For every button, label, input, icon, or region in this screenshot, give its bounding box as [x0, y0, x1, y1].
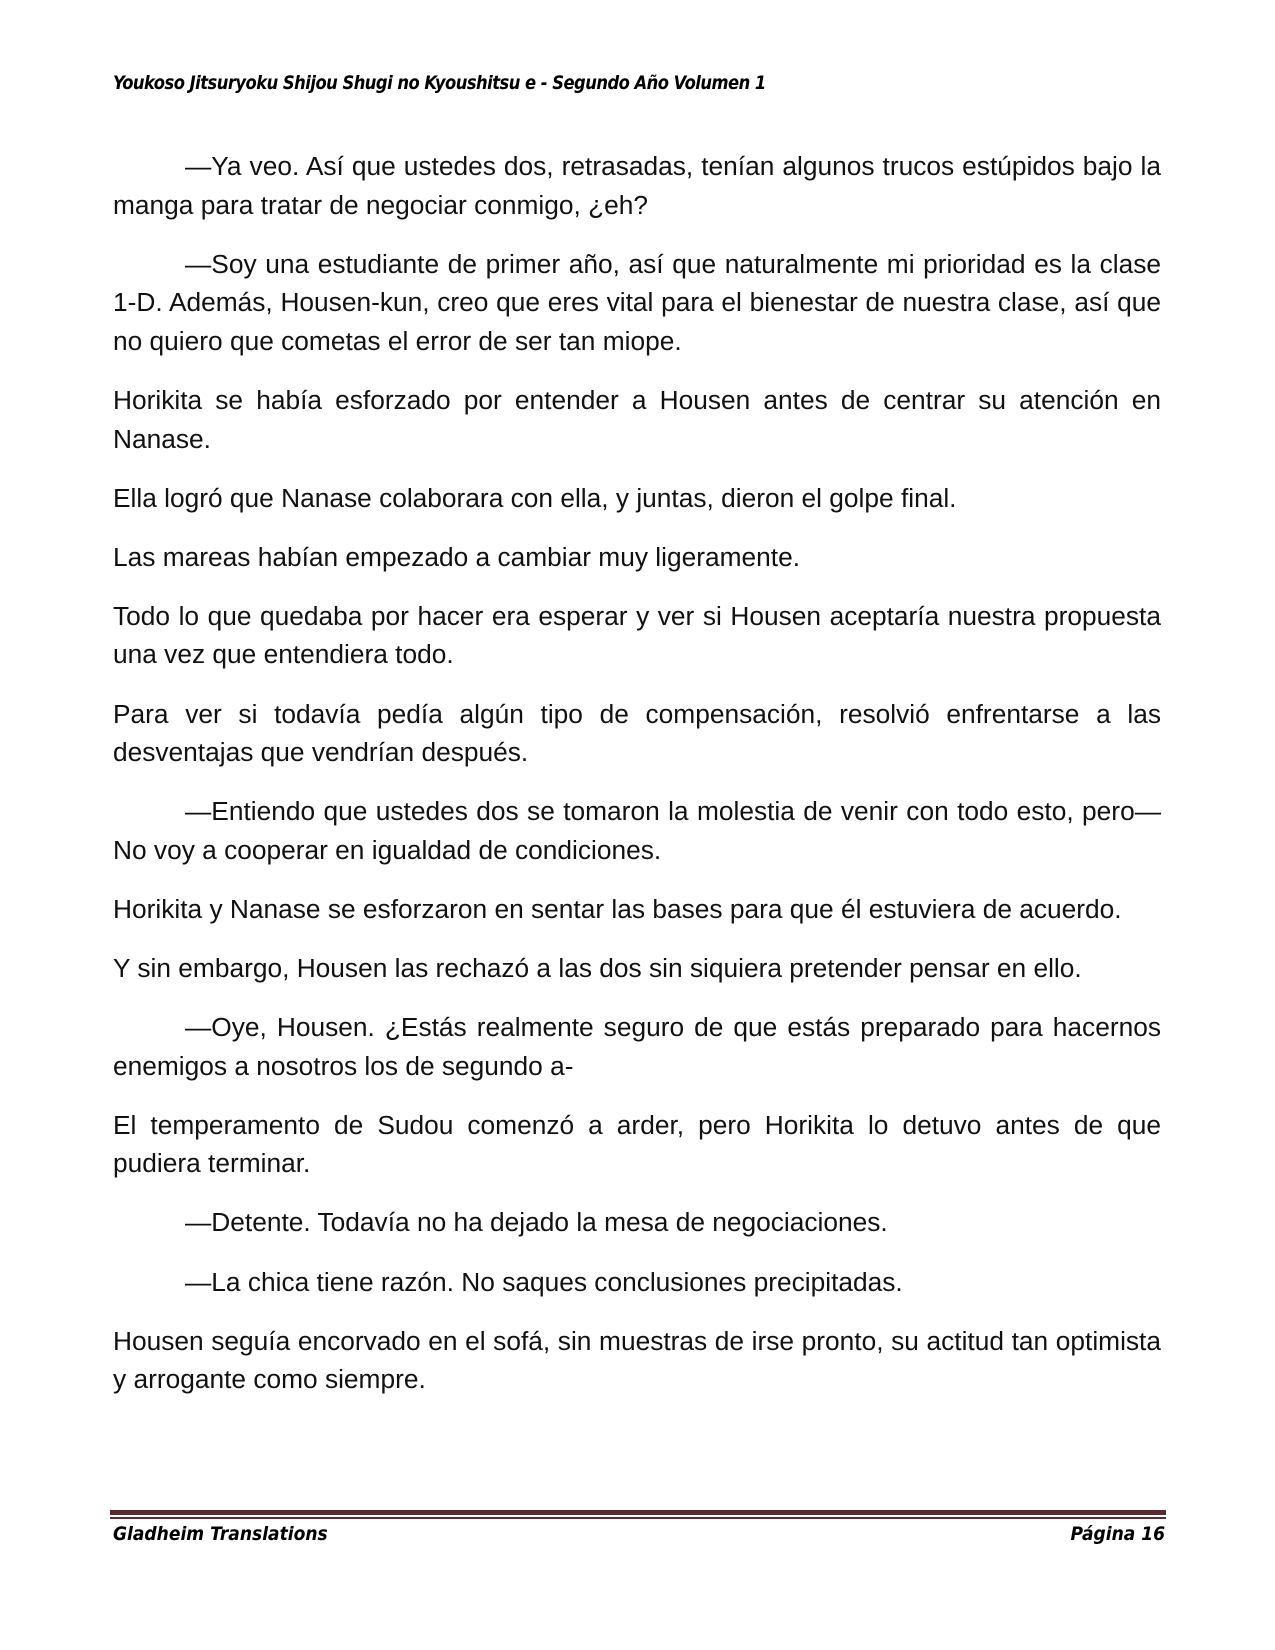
- paragraph-dialogue: —Soy una estudiante de primer año, así que naturalmente mi prioridad es la clase 1-D. Además, Housen-kun, creo que eres vital para el bienestar de nuestra clase, así que no quiero que cometas el error de ser tan miope.: [113, 248, 1161, 356]
- paragraph-narration: Ella logró que Nanase colaborara con ella, y juntas, dieron el golpe final.: [113, 482, 957, 513]
- paragraph-dialogue: —Oye, Housen. ¿Estás realmente seguro de que estás preparado para hacernos enemigos a nosotros los de segundo a-: [113, 1012, 1161, 1081]
- paragraph-dialogue: —Entiendo que ustedes dos se tomaron la molestia de venir con todo esto, pero— No voy a cooperar en igualdad de condiciones.: [113, 796, 1161, 865]
- paragraph-dialogue: —Ya veo. Así que ustedes dos, retrasadas, tenían algunos trucos estúpidos bajo la manga para tratar de negociar conmigo, ¿eh?: [113, 151, 1161, 220]
- paragraph-narration: Las mareas habían empezado a cambiar muy ligeramente.: [113, 541, 801, 572]
- paragraph-narration: Para ver si todavía pedía algún tipo de compensación, resolvió enfrentarse a las desventajas que vendrían después.: [113, 698, 1161, 768]
- document-body: [113, 147, 1161, 1419]
- footer-divider-thick: [110, 1510, 1166, 1515]
- paragraph-narration: Y sin embargo, Housen las rechazó a las dos sin siquiera pretender pensar en ello.: [113, 953, 1082, 983]
- paragraph-narration: El temperamento de Sudou comenzó a arder, pero Horikita lo detuvo antes de que pudiera terminar.: [113, 1109, 1161, 1179]
- paragraph-narration: Horikita se había esforzado por entender a Housen antes de centrar su atención en Nanase.: [113, 384, 1161, 454]
- paragraph-dialogue: —Detente. Todavía no ha dejado la mesa de negociaciones.: [185, 1207, 888, 1238]
- footer-divider-thin: [110, 1517, 1166, 1519]
- footer-translator-credit: Gladheim Translations: [113, 1523, 328, 1545]
- page-header-title: Youkoso Jitsuryoku Shijou Shugi no Kyoushitsu e - Segundo Año Volumen 1: [113, 72, 766, 94]
- paragraph-narration: Horikita y Nanase se esforzaron en sentar las bases para que él estuviera de acuerdo.: [113, 893, 1122, 924]
- paragraph-narration: Todo lo que quedaba por hacer era esperar y ver si Housen aceptaría nuestra propuesta una vez que entendiera todo.: [113, 600, 1161, 670]
- paragraph-narration: Housen seguía encorvado en el sofá, sin muestras de irse pronto, su actitud tan optimista y arrogante como siempre.: [113, 1325, 1161, 1395]
- paragraph-dialogue: —La chica tiene razón. No saques conclusiones precipitadas.: [185, 1266, 903, 1297]
- footer-page-number: Página 16: [1070, 1523, 1165, 1545]
